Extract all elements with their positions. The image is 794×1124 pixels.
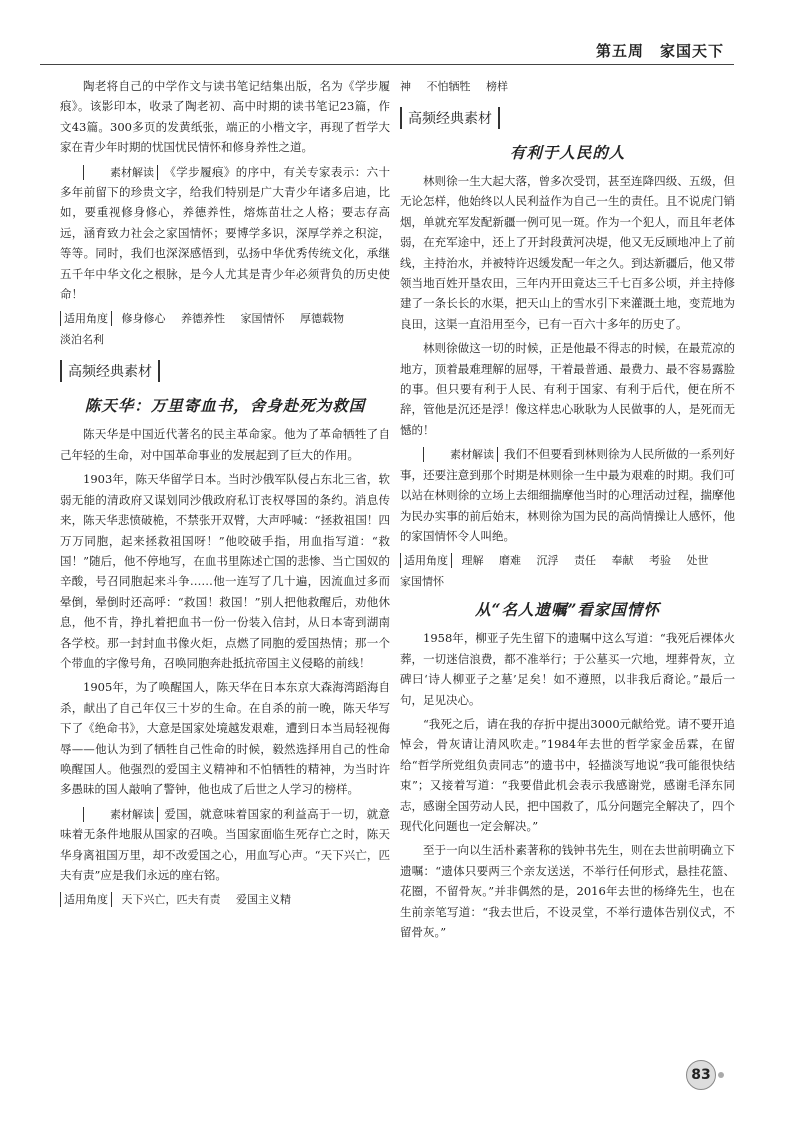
- right-column: [400, 76, 735, 946]
- body-paragraph: 陈天华是中国近代著名的民主革命家。他为了革命牺牲了自己年轻的生命，对中国革命事业的发展起到了巨大的作用。: [60, 427, 390, 462]
- applicable-angles-continued: [400, 76, 735, 97]
- page-number: 83: [686, 1060, 716, 1090]
- angle-item: 家国情怀: [240, 312, 285, 326]
- interpretation-tag: 素材解读: [423, 447, 498, 462]
- interpretation-tag: 素材解读: [83, 165, 158, 180]
- body-paragraph: 林则徐一生大起大落，曾多次受罚，甚至连降四级、五级，但无论怎样，他始终以人民利益作为自己一生的责任。且不说虎门销烟，单就充军发配新疆一例可见一斑。作为一个犯人，而且年老体弱，在充军途中，还上了开封段黄河决堤，他又无反顾地冲上了前线，主持治水，并被特许迟缓发配一年之久。到达新疆后，他又带领当地百姓开垦农田，三年内开田竟达三千七百多公顷，并主持修建了一条长长的水渠，把天山上的雪水引下来灌溉土地，变荒地为良田，这渠一直沿用至今，已有一百六十多年的历史了。: [400, 174, 735, 331]
- angle-item: 神: [400, 80, 411, 93]
- body-paragraph: 1903年，陈天华留学日本。当时沙俄军队侵占东北三省，软弱无能的清政府又谋划同沙俄政府私订丧权辱国的条约。消息传来，陈天华悲愤破桅，不禁张开双臂，大声呼喊：“拯救祖国！四万万同胞，起来拯救祖国呀！”他咬破手指，用血指写道：“救国！”随后，他不停地写，在血书里陈述亡国的悲惨、当亡国奴的辛酸，号召同胞起来斗争……他一连写了几十遍，因流血过多而晕倒，晕倒时还高呼：“救国！救国！”别人把他救醒后，劝他休息，他不肯，挣扎着把血书一份一份装入信封，从日本寄到湖南各学校。那一封封血书像火炬，点燃了同胞的爱国热情；那一个个带血的字像号角，召唤同胞奔赴抵抗帝国主义侵略的前线！: [60, 472, 390, 670]
- angle-item: 奉献: [611, 554, 634, 568]
- uses-tag: 适用角度: [60, 311, 112, 326]
- angle-item: 淡泊名利: [60, 333, 104, 347]
- intro-paragraph: 陶老将自己的中学作文与读书笔记结集出版，名为《学步履痕》。该影印本，收录了陶老初、高中时期的读书笔记23篇，作文43篇。300多页的发黄纸张，端正的小楷文字，再现了哲学大家在青少年时期的忧国忧民情怀和修身养性之道。: [60, 79, 390, 155]
- angle-item: 处世: [686, 554, 709, 568]
- angle-item: 养德养性: [181, 312, 225, 326]
- angle-item: 榜样: [486, 80, 508, 93]
- header-rule: [40, 64, 734, 65]
- article-title: 从“名人遗嘱”看家国情怀: [475, 600, 660, 620]
- angle-item: 不怕牺牲: [426, 80, 471, 93]
- interpretation-tag: 素材解读: [83, 807, 158, 822]
- article-title: 有利于人民的人: [509, 143, 626, 162]
- page-header: 第五周 家国天下: [595, 42, 724, 60]
- body-paragraph: 林则徐做这一切的时候，正是他最不得志的时候，在最荒凉的地方，顶着最难理解的屈辱，干着最普通、最费力、最不容易露脸的事。但只要有利于人民、有利于国家、有利于后代，便在所不辞，管他是沉还是浮！像这样忠心耿耿为人民做事的人，是死而无憾的！: [400, 341, 735, 437]
- angle-item: 考验: [649, 554, 671, 568]
- body-paragraph: 1958年，柳亚子先生留下的遗嘱中这么写道：“我死后裸体火葬，一切迷信浪费，都不准举行；于公墓买一穴地，埋葬骨灰，立碑曰‘诗人柳亚子之墓’足矣！如不遵照，以非我后裔论。”最后一句，足见决心。: [400, 631, 735, 707]
- angle-item: 天下兴亡，匹夫有责: [121, 893, 221, 907]
- applicable-angles: [400, 550, 735, 592]
- page-number-dot: [718, 1072, 724, 1078]
- section-label: 高频经典素材: [60, 360, 160, 382]
- angle-item: 爱国主义精: [236, 893, 291, 907]
- angle-item: 磨难: [499, 554, 521, 568]
- body-paragraph: “我死之后，请在我的存折中提出3000元献给党。请不要开追悼会，骨灰请让清风吹走。”1984年去世的哲学家金岳霖，在留给“哲学所党组负责同志”的遗书中，轻描淡写地说“我可能很快结束”；又接着写道：“我要借此机会表示我感谢党，感谢毛泽东同志，感谢全国劳动人民，把中国救了，瓜分问题完全解决了，四个现代化问题也一定会解决。”: [400, 716, 735, 833]
- angle-item: 理解: [461, 554, 484, 568]
- interpretation-paragraph: 素材解读 爱国，就意味着国家的利益高于一切，就意味着无条件地服从国家的召唤。当国家面临生死存亡之时，陈天华身离祖国万里，却不改爱国之心，用血写心声。“天下兴亡，匹夫有责”应是我们永远的座右铭。: [60, 806, 390, 882]
- angle-item: 厚德载物: [300, 312, 344, 326]
- uses-tag: 适用角度: [60, 892, 112, 907]
- angle-item: 责任: [574, 554, 596, 568]
- angle-item: 家国情怀: [400, 575, 444, 589]
- body-paragraph: 至于一向以生活朴素著称的钱钟书先生，则在去世前明确立下遗嘱：“遗体只要两三个亲友送送，不举行任何形式，悬挂花篮、花圈，不留骨灰。”并非偶然的是，2016年去世的杨绛先生，也在生前亲笔写道：“我去世后，不设灵堂，不举行遗体告别仪式，不留骨灰。”: [400, 843, 735, 939]
- interpretation-paragraph: 素材解读 我们不但要看到林则徐为人民所做的一系列好事，还要注意到那个时期是林则徐一生中最为艰难的时期。我们可以站在林则徐的立场上去细细揣摩他当时的心理活动过程，揣摩他为民办实事的前后始末，林则徐为国为民的高尚情操让人感怀，他的家国情怀令人叫绝。: [400, 447, 735, 543]
- article-title: 陈天华：万里寄血书，舍身赴死为救国: [84, 396, 366, 416]
- angle-item: 沉浮: [536, 554, 559, 568]
- left-column: [60, 76, 390, 914]
- uses-tag: 适用角度: [400, 553, 452, 568]
- section-label: 高频经典素材: [400, 107, 500, 129]
- body-paragraph: 1905年，为了唤醒国人，陈天华在日本东京大森海湾蹈海自杀，献出了自己年仅三十岁的生命。在自杀的前一晚，陈天华写下了《绝命书》，大意是国家处境越发艰难，遭到日本当局轻视侮辱——他认为到了牺牲自己性命的时候，毅然选择用自己的性命唤醒国人。他强烈的爱国主义精神和不怕牺牲的精神，为当时许多愚昧的国人敲响了警钟，他也成了后世之人学习的榜样。: [60, 680, 390, 797]
- angle-item: 修身修心: [121, 312, 166, 326]
- applicable-angles: [60, 889, 390, 910]
- interpretation-paragraph: 素材解读 《学步履痕》的序中，有关专家表示：六十多年前留下的珍贵文字，给我们特别是广大青少年诸多启迪，比如，要重视修身修心，养德养性，熔炼苗壮之人格；要志存高远，涵育致力社会之家国情怀；要博学多识，深厚学养之积淀，等等。同时，我们也深深感悟到，弘扬中华优秀传统文化，承继五千年中华文化之根脉，是今人尤其是青少年必须背负的历史使命！: [60, 164, 390, 302]
- applicable-angles: [60, 308, 390, 350]
